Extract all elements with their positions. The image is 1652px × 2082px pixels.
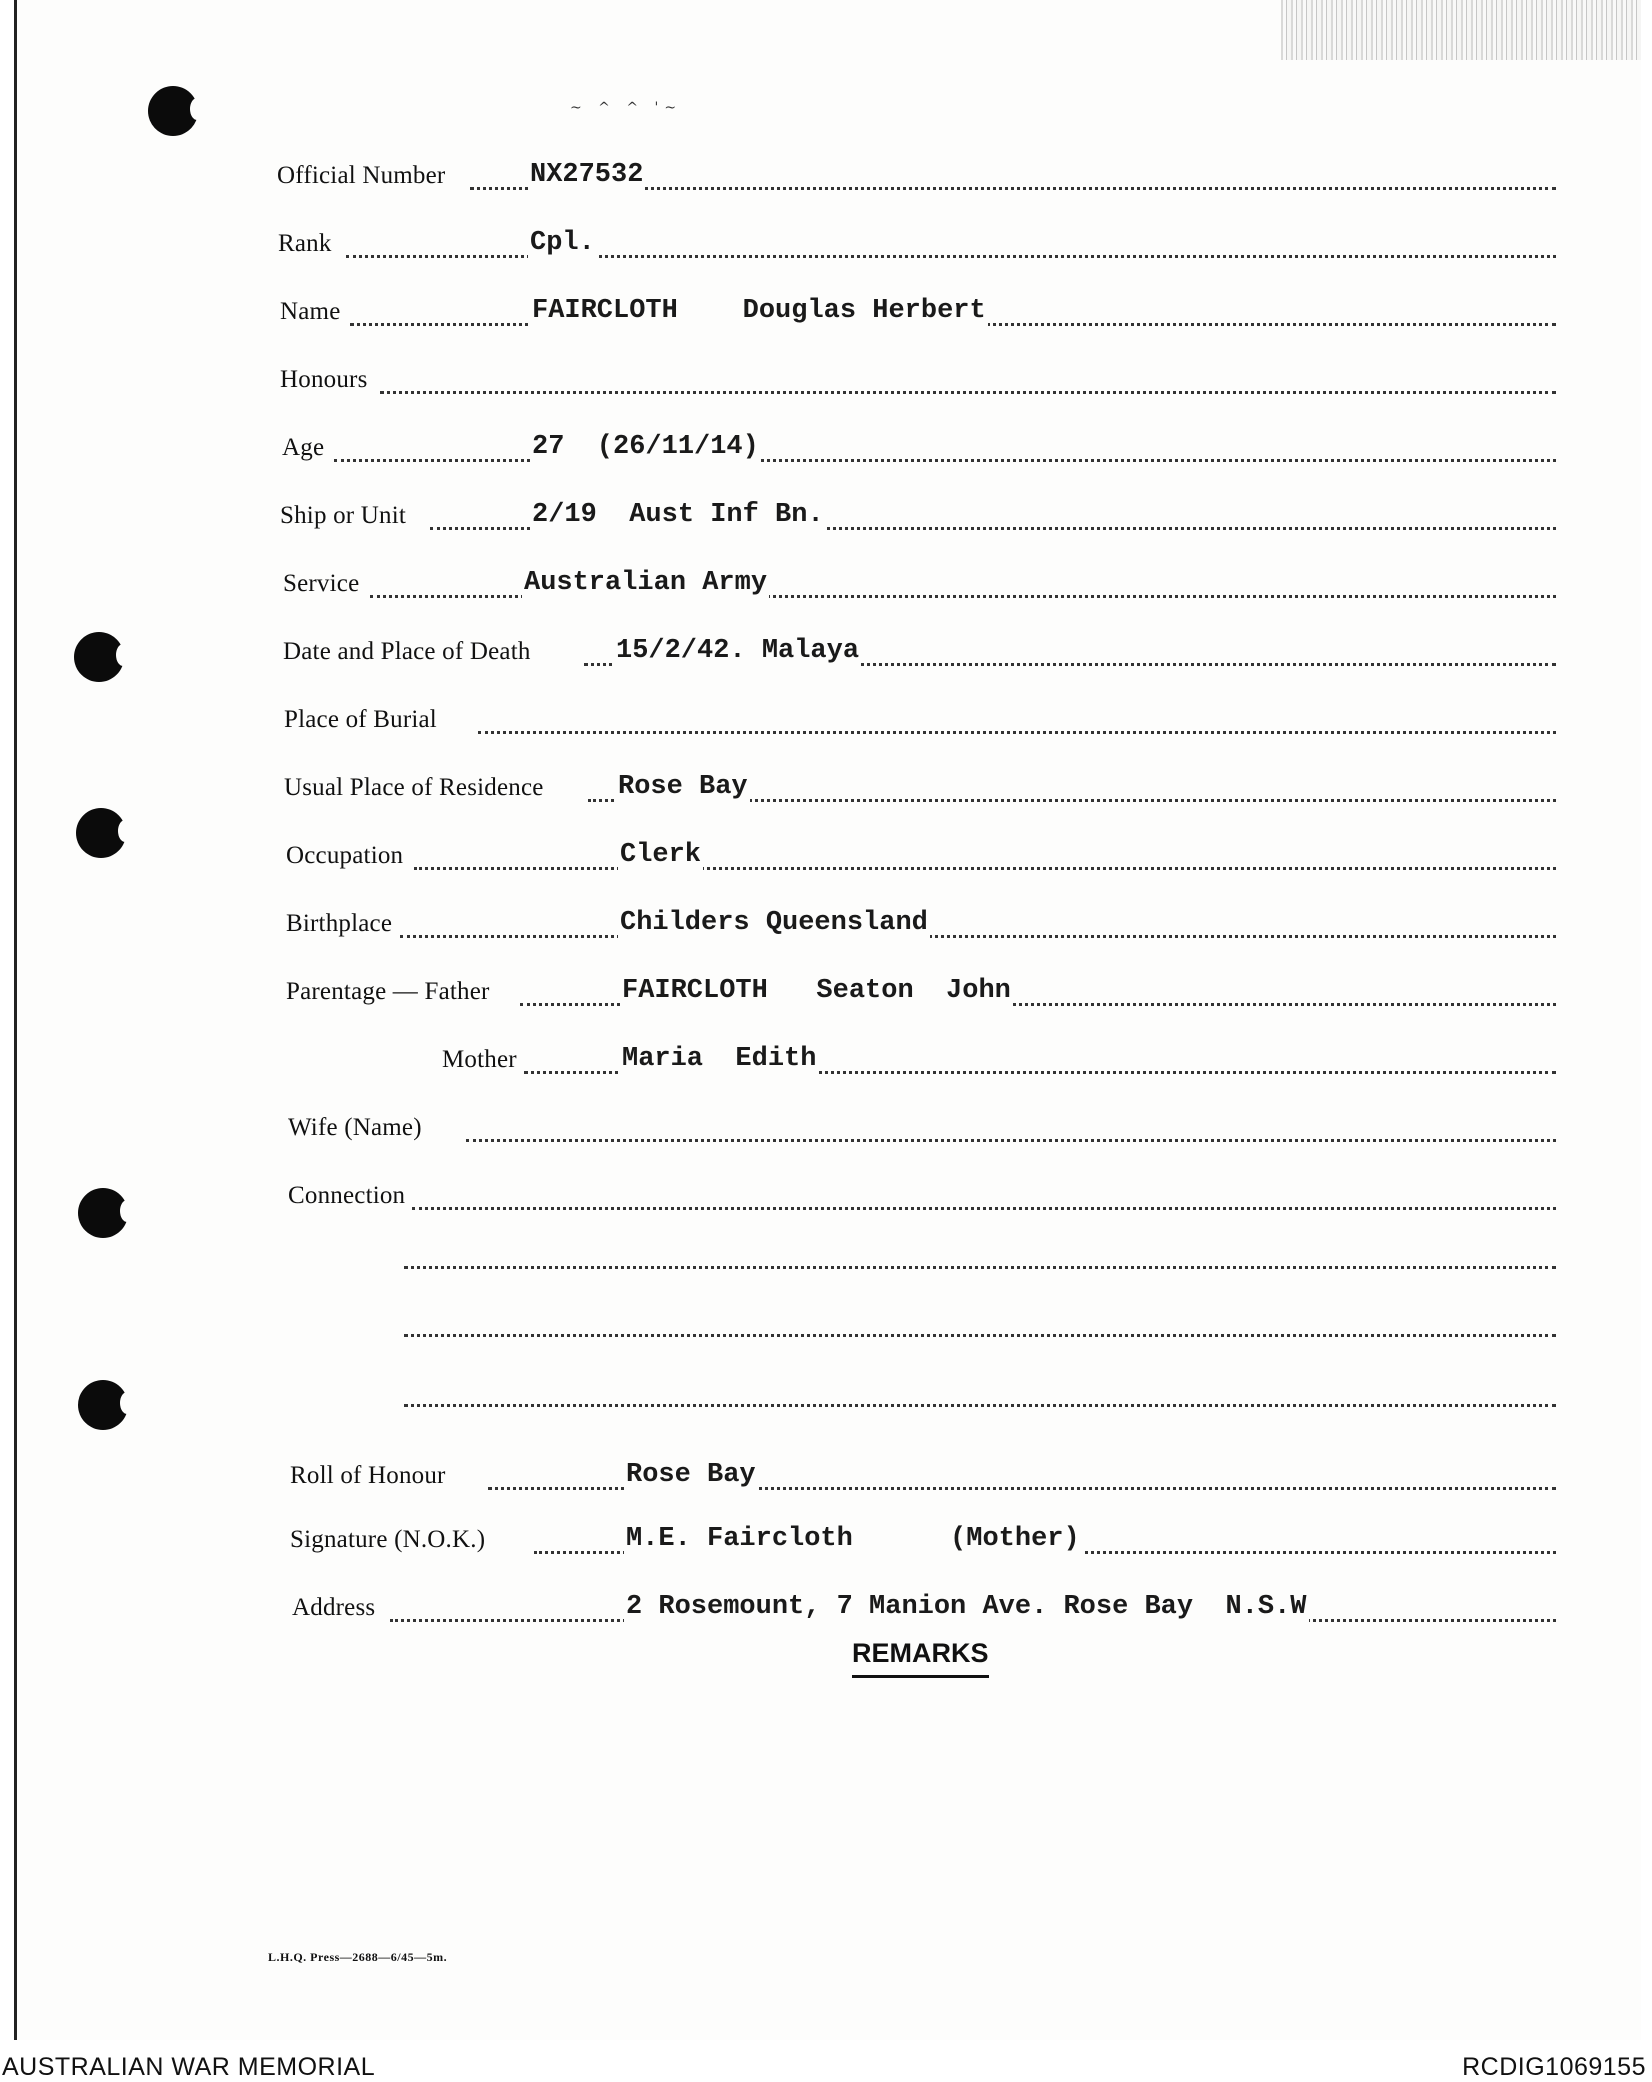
field-value: 2/19 Aust Inf Bn. — [532, 500, 824, 530]
field-value: 27 (26/11/14) — [532, 432, 759, 462]
field-value: Childers Queensland — [620, 908, 928, 938]
field-occupation — [0, 836, 1652, 876]
field-label: Honours — [280, 366, 368, 393]
field-label: Date and Place of Death — [283, 638, 531, 665]
record-id: RCDIG1069155 — [1462, 2053, 1646, 2081]
field-ship-or-unit — [0, 496, 1652, 536]
scan-noise — [1281, 0, 1641, 60]
field-service — [0, 564, 1652, 604]
field-label: Connection — [288, 1182, 406, 1209]
field-value: Rose Bay — [618, 772, 748, 802]
field-father — [0, 972, 1652, 1012]
field-value: Australian Army — [524, 568, 768, 598]
field-label: Service — [283, 570, 360, 597]
field-honours — [0, 360, 1652, 400]
field-label: Age — [282, 434, 325, 461]
field-value: FAIRCLOTH Douglas Herbert — [532, 296, 986, 326]
field-value: M.E. Faircloth (Mother) — [626, 1524, 1080, 1554]
field-label: Roll of Honour — [290, 1462, 446, 1489]
field-roll-of-honour — [0, 1456, 1652, 1496]
field-label: Birthplace — [286, 910, 393, 937]
field-label: Address — [292, 1594, 376, 1621]
printer-code: L.H.Q. Press—2688—6/45—5m. — [268, 1950, 448, 1964]
field-place-of-burial — [0, 700, 1652, 740]
dotted-leader — [380, 391, 1556, 394]
field-label: Wife (Name) — [288, 1114, 422, 1141]
field-age — [0, 428, 1652, 468]
connection-blank-line-2 — [404, 1334, 1556, 1337]
field-label: Usual Place of Residence — [284, 774, 544, 801]
field-label: Name — [280, 298, 341, 325]
field-label: Official Number — [277, 162, 446, 189]
field-mother — [0, 1040, 1652, 1080]
field-label: Ship or Unit — [280, 502, 407, 529]
field-name — [0, 292, 1652, 332]
dotted-leader — [414, 867, 1556, 870]
field-value: Clerk — [620, 840, 702, 870]
field-address — [0, 1588, 1652, 1628]
dotted-leader — [400, 935, 1556, 938]
top-marks: ~ ^ ^ '~ — [570, 100, 683, 116]
dotted-leader — [412, 1207, 1556, 1210]
archive-name: AUSTRALIAN WAR MEMORIAL — [2, 2053, 376, 2081]
field-signature — [0, 1520, 1652, 1560]
field-usual-residence — [0, 768, 1652, 808]
field-value: 15/2/42. Malaya — [616, 636, 860, 666]
field-label: Rank — [278, 230, 332, 257]
remarks-heading: REMARKS — [852, 1638, 989, 1678]
connection-blank-line-3 — [404, 1404, 1556, 1407]
dotted-leader — [466, 1139, 1556, 1142]
field-label: Mother — [442, 1046, 517, 1073]
field-value: 2 Rosemount, 7 Manion Ave. Rose Bay N.S.W — [626, 1592, 1307, 1622]
field-value: NX27532 — [530, 160, 644, 190]
dotted-leader — [334, 459, 1556, 462]
field-birthplace — [0, 904, 1652, 944]
dotted-leader — [478, 731, 1556, 734]
field-value: Maria Edith — [622, 1044, 817, 1074]
field-value: Cpl. — [530, 228, 595, 258]
field-official-number — [0, 156, 1652, 196]
punch-hole-1 — [148, 86, 198, 136]
punch-hole-5 — [78, 1380, 128, 1430]
field-wife — [0, 1108, 1652, 1148]
field-connection — [0, 1176, 1652, 1216]
field-label: Place of Burial — [284, 706, 437, 733]
field-rank — [0, 224, 1652, 264]
field-label: Occupation — [286, 842, 404, 869]
field-value: Rose Bay — [626, 1460, 756, 1490]
field-value: FAIRCLOTH Seaton John — [622, 976, 1011, 1006]
field-date-place-of-death — [0, 632, 1652, 672]
connection-blank-line-1 — [404, 1266, 1556, 1269]
field-label: Parentage — Father — [286, 978, 490, 1005]
field-label: Signature (N.O.K.) — [290, 1526, 486, 1553]
